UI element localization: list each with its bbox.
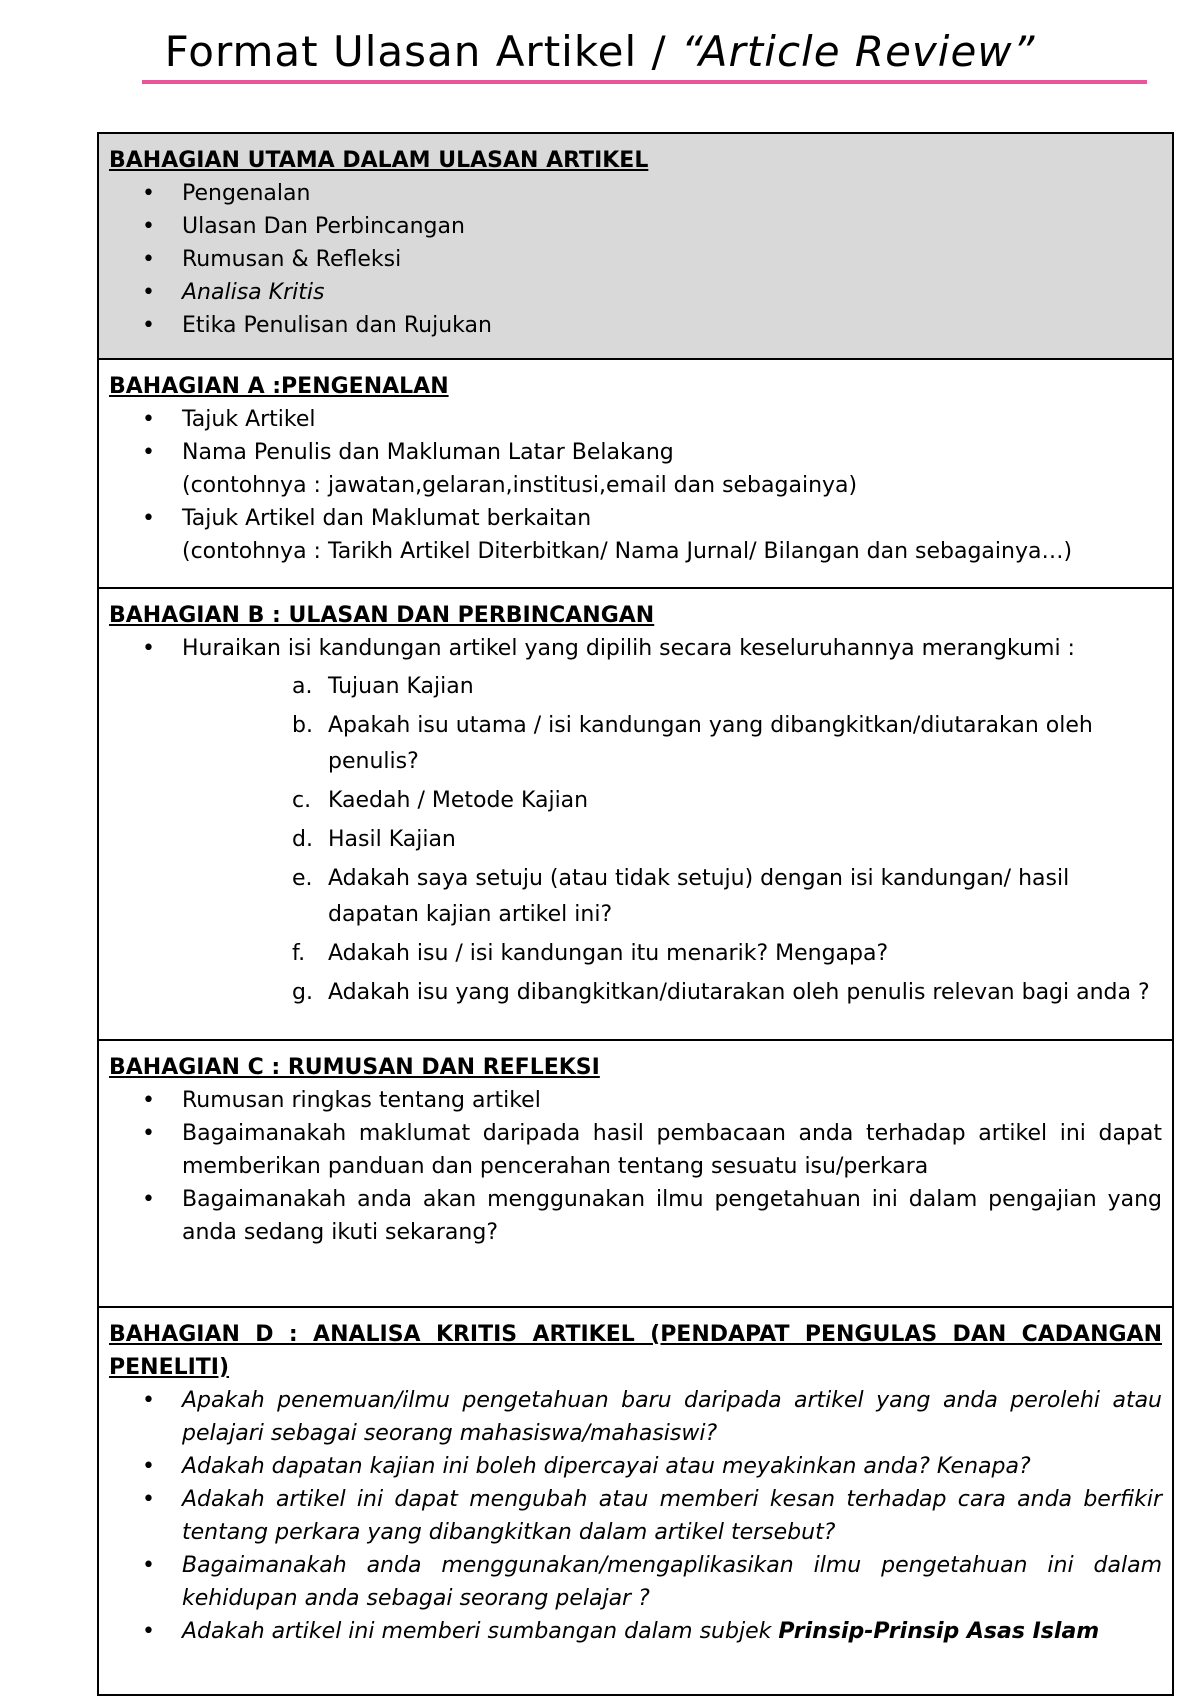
list-item: • Tajuk Artikel: [109, 403, 1162, 436]
page-title: [0, 24, 1200, 80]
section-heading: BAHAGIAN B : ULASAN DAN PERBINCANGAN: [109, 603, 655, 628]
title-underline: [142, 80, 1147, 84]
title-italic: “Article Review”: [681, 27, 1036, 76]
list-item-text: • Tajuk Artikel dan Maklumat berkaitan: [182, 506, 592, 531]
review-format-table: [97, 132, 1174, 1696]
list-item: [109, 436, 1162, 502]
list-item: • Ulasan Dan Perbincangan: [109, 210, 1162, 243]
item-text: Adakah saya setuju (atau tidak setuju) dengan isi kandungan/ hasil dapatan kajian artikel ini?: [328, 866, 1070, 927]
item-text: Kaedah / Metode Kajian: [328, 788, 589, 813]
subject-name: Prinsip-Prinsip Asas Islam: [778, 1619, 1100, 1644]
list-item: • Bagaimanakah maklumat daripada hasil pembacaan anda terhadap artikel ini dapat memberikan panduan dan pencerahan tentang sesuatu isu/perkara: [109, 1117, 1162, 1183]
section-heading: BAHAGIAN C : RUMUSAN DAN REFLEKSI: [109, 1055, 600, 1080]
list-item: [109, 502, 1162, 568]
list-item-text: • Nama Penulis dan Makluman Latar Belakang: [182, 440, 674, 465]
list-item: • Bagaimanakah anda akan menggunakan ilmu pengetahuan ini dalam pengajian yang anda sedang ikuti sekarang?: [109, 1183, 1162, 1249]
item-text: Adakah isu yang dibangkitkan/diutarakan oleh penulis relevan bagi anda ?: [328, 980, 1150, 1005]
item-text: Tujuan Kajian: [328, 674, 474, 699]
list-item: [109, 1615, 1162, 1648]
list-item: • Rumusan ringkas tentang artikel: [109, 1084, 1162, 1117]
title-plain: Format Ulasan Artikel /: [164, 27, 682, 76]
section-d: [99, 1308, 1172, 1694]
section-utama: [99, 134, 1172, 360]
list-item: • Rumusan & Refleksi: [109, 243, 1162, 276]
lettered-item: [109, 708, 1162, 780]
item-letter: e.: [292, 866, 313, 891]
item-text: Adakah isu / isi kandungan itu menarik? Mengapa?: [328, 941, 889, 966]
item-letter: d.: [292, 827, 313, 852]
section-c: [99, 1041, 1172, 1308]
list-item-note: (contohnya : jawatan,gelaran,institusi,email dan sebagainya): [182, 473, 858, 498]
section-heading: BAHAGIAN D : ANALISA KRITIS ARTIKEL (PENDAPAT PENGULAS DAN CADANGAN PENELITI): [109, 1322, 1162, 1380]
item-letter: c.: [292, 788, 312, 813]
list-item: • Bagaimanakah anda menggunakan/mengaplikasikan ilmu pengetahuan ini dalam kehidupan anda sebagai seorang pelajar ?: [109, 1549, 1162, 1615]
list-item: • Apakah penemuan/ilmu pengetahuan baru daripada artikel yang anda perolehi atau pelajari sebagai seorang mahasiswa/mahasiswi?: [109, 1384, 1162, 1450]
list-item-text: Adakah artikel ini memberi sumbangan dalam subjek: [182, 1619, 779, 1644]
a-list: [109, 403, 1162, 568]
item-text: Apakah isu utama / isi kandungan yang dibangkitkan/diutarakan oleh penulis?: [328, 713, 1093, 774]
section-heading: BAHAGIAN UTAMA DALAM ULASAN ARTIKEL: [109, 148, 649, 173]
lettered-item: [109, 783, 1162, 819]
lettered-item: [109, 975, 1162, 1011]
b-list: [109, 632, 1162, 665]
section-heading: BAHAGIAN A :PENGENALAN: [109, 374, 449, 399]
item-letter: f.: [292, 941, 306, 966]
list-item: • Huraikan isi kandungan artikel yang dipilih secara keseluruhannya merangkumi :: [109, 632, 1162, 665]
lettered-item: [109, 936, 1162, 972]
lettered-item: [109, 669, 1162, 705]
item-letter: a.: [292, 674, 313, 699]
section-a: [99, 360, 1172, 589]
list-item: • Pengenalan: [109, 177, 1162, 210]
list-item: • Adakah dapatan kajian ini boleh dipercayai atau meyakinkan anda? Kenapa?: [109, 1450, 1162, 1483]
b-lettered-list: [109, 669, 1162, 1011]
list-item: • Analisa Kritis: [109, 276, 1162, 309]
list-item: • Etika Penulisan dan Rujukan: [109, 309, 1162, 342]
utama-list: [109, 177, 1162, 342]
list-item-note: (contohnya : Tarikh Artikel Diterbitkan/ Nama Jurnal/ Bilangan dan sebagainya…): [182, 539, 1073, 564]
lettered-item: [109, 861, 1162, 933]
item-letter: b.: [292, 713, 313, 738]
item-text: Hasil Kajian: [328, 827, 456, 852]
lettered-item: [109, 822, 1162, 858]
list-item: • Adakah artikel ini dapat mengubah atau memberi kesan terhadap cara anda berfikir tentang perkara yang dibangkitkan dalam artikel tersebut?: [109, 1483, 1162, 1549]
c-list: [109, 1084, 1162, 1249]
d-list: [109, 1384, 1162, 1648]
section-b: [99, 589, 1172, 1041]
item-letter: g.: [292, 980, 313, 1005]
